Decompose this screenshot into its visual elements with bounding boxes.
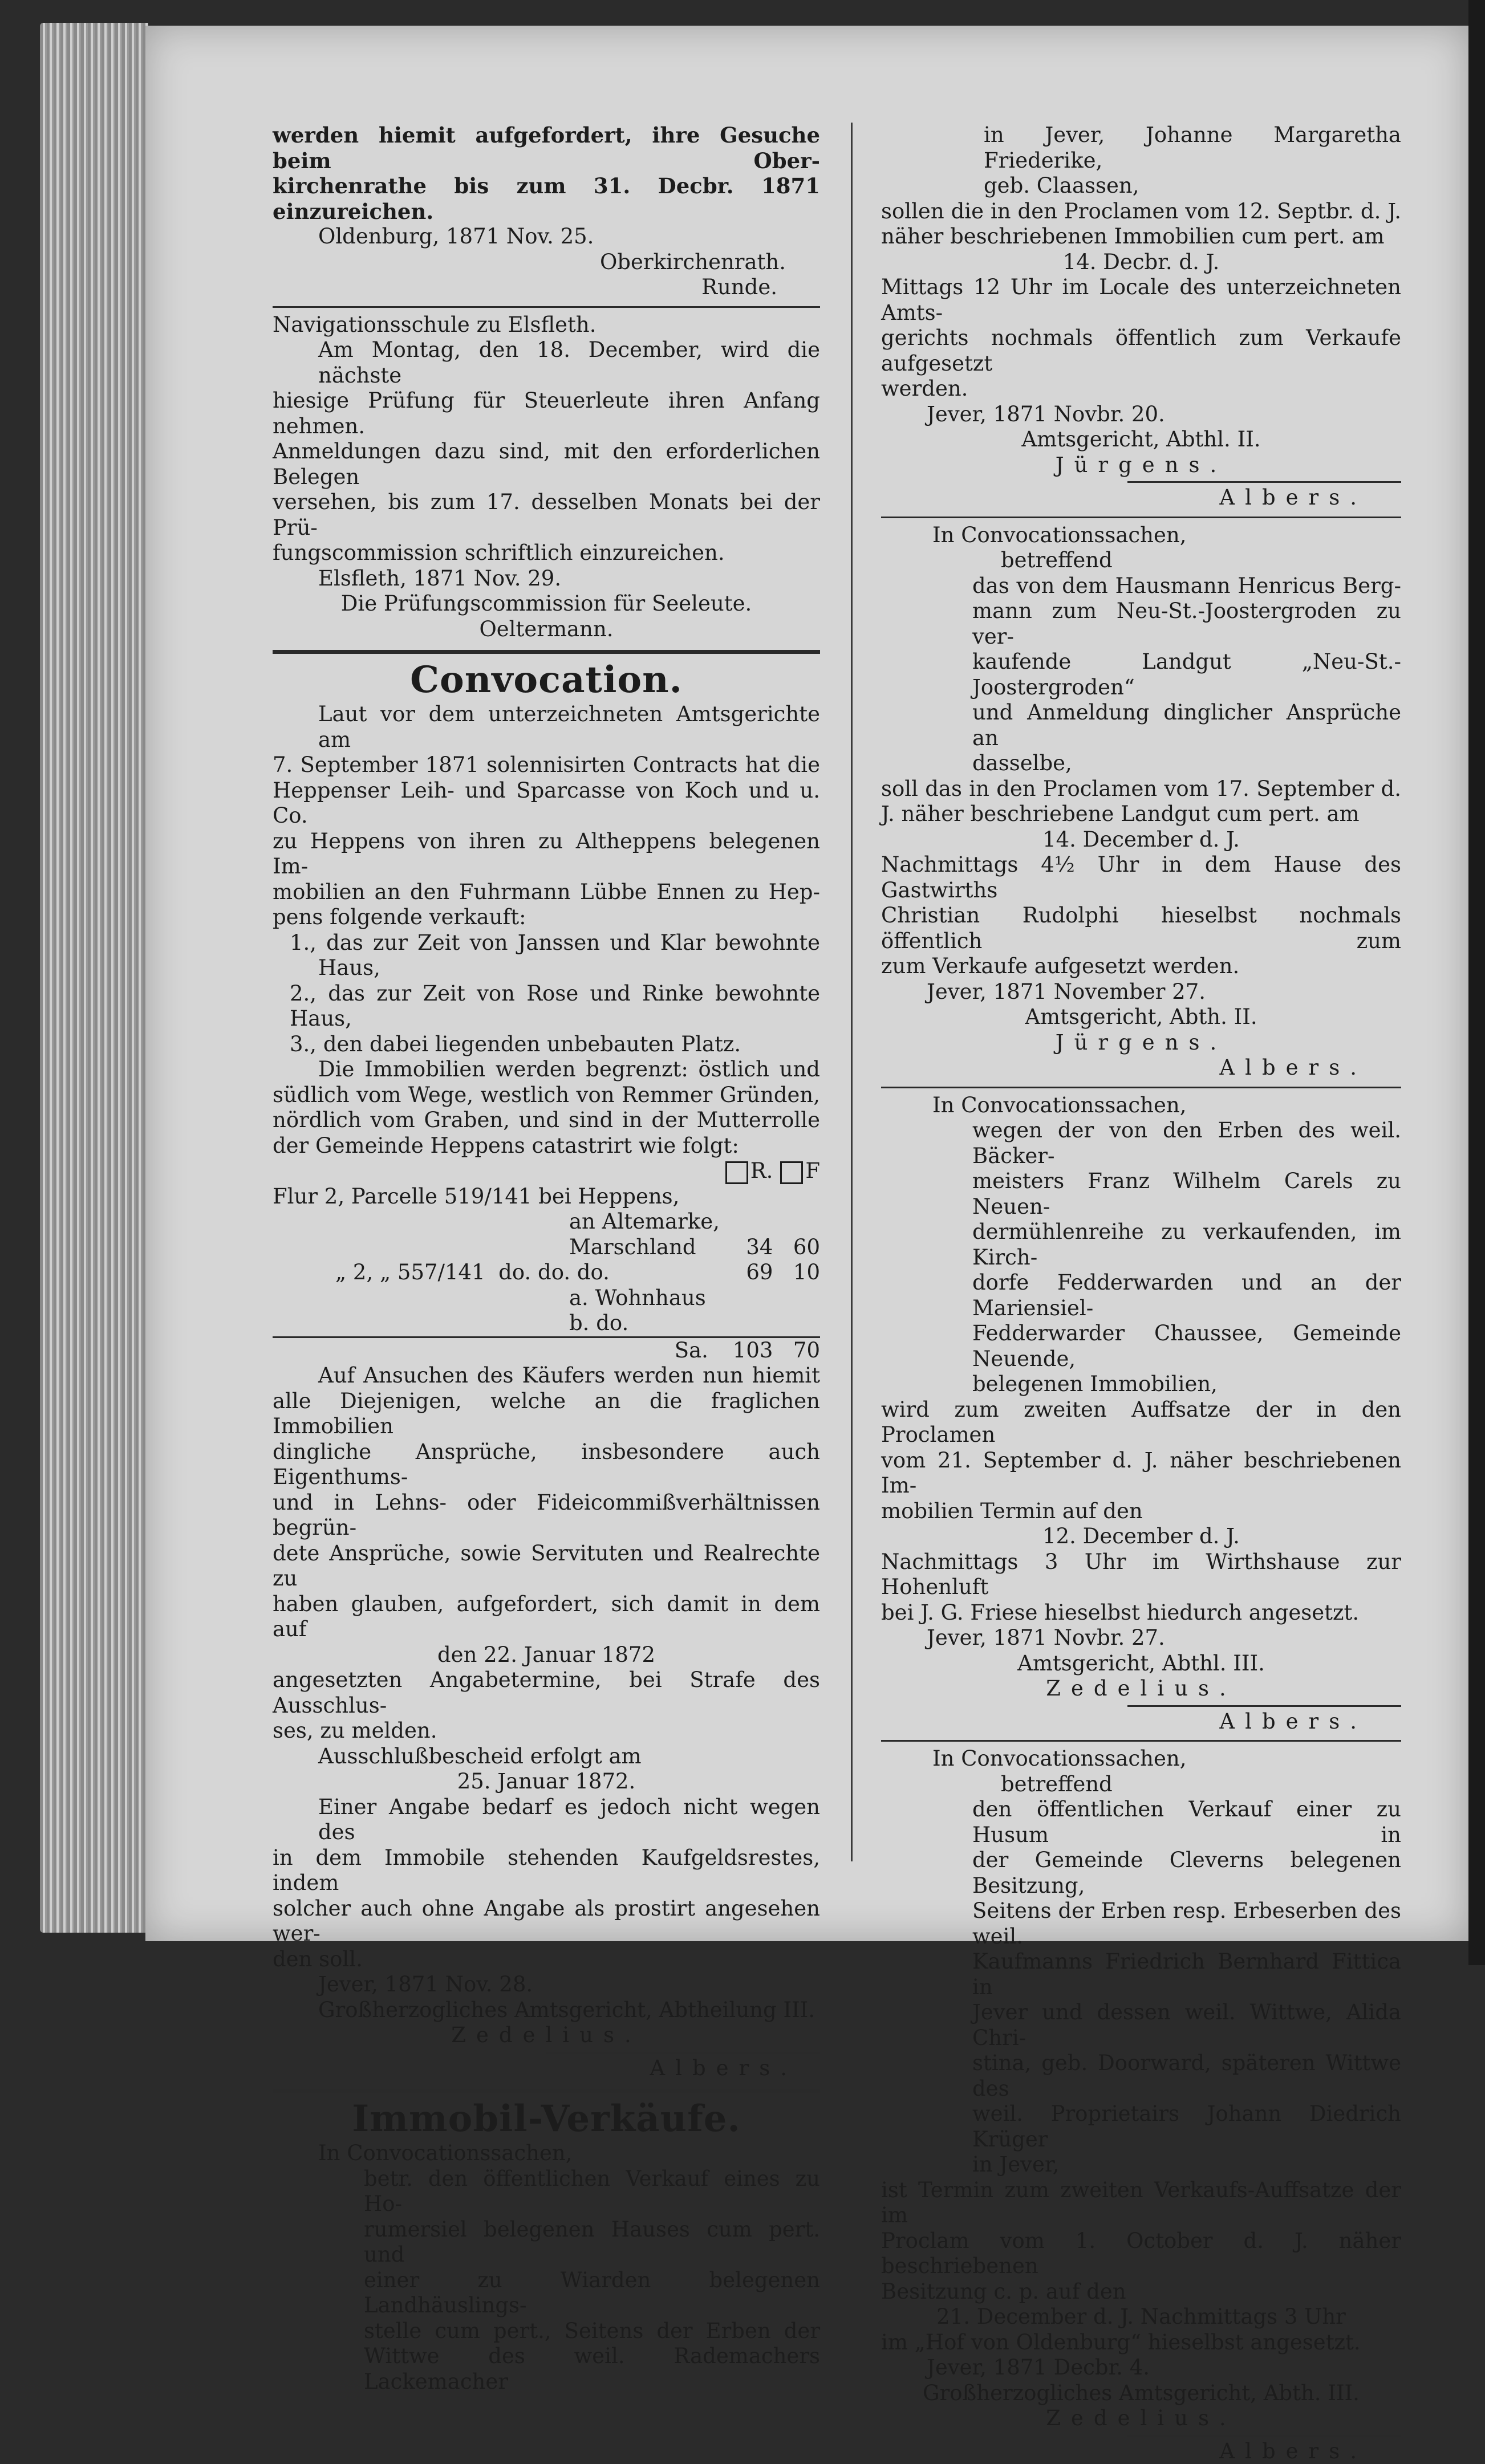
- signature: Jürgens.: [881, 1030, 1401, 1056]
- text-line: wegen der von den Erben des weil. Bäcker-: [881, 1118, 1401, 1169]
- table-cell: 10: [773, 1260, 820, 1286]
- text-line: rumersiel belegenen Hauses cum pert. und: [273, 2217, 820, 2268]
- list-item: 3., den dabei liegenden unbebauten Platz.: [273, 1032, 820, 1058]
- text-line: kirchenrathe bis zum 31. Decbr. 1871 einzureichen.: [273, 173, 820, 224]
- text-line: in dem Immobile stehenden Kaufgeldsrestes, indem: [273, 1845, 820, 1896]
- text-line: betr. den öffentlichen Verkauf eines zu Ho-: [273, 2166, 820, 2217]
- table-cell: an Altemarke,: [273, 1209, 720, 1235]
- table-header-f: F: [805, 1158, 820, 1183]
- text-line: solcher auch ohne Angabe als prostirt angesehen wer-: [273, 1896, 820, 1947]
- box-icon: [780, 1161, 803, 1184]
- clerk-signature: Albers.: [881, 1709, 1401, 1735]
- separator-rule: [881, 1740, 1401, 1742]
- table-sum: 70: [773, 1337, 820, 1363]
- table-cell: Flur 2, Parcelle 519/141 bei Heppens,: [273, 1184, 720, 1210]
- signature: Oeltermann.: [273, 617, 820, 643]
- text-line: Am Montag, den 18. December, wird die nächste: [273, 338, 820, 388]
- table-sum: 103: [720, 1337, 773, 1363]
- text-line: Ausschlußbescheid erfolgt am: [273, 1744, 820, 1770]
- text-line: Fedderwarder Chaussee, Gemeinde Neuende,: [881, 1321, 1401, 1372]
- text-line: Kaufmanns Friedrich Bernhard Fittica in: [881, 1949, 1401, 2000]
- table-cell: do. do. do.: [498, 1260, 610, 1284]
- text-line: J. näher beschriebene Landgut cum pert. am: [881, 802, 1401, 827]
- text-line: In Convocationssachen,: [881, 1093, 1401, 1119]
- text-line: bei J. G. Friese hieselbst hiedurch angesetzt.: [881, 1600, 1401, 1626]
- signature-rule: [546, 2052, 820, 2054]
- table-header-r: R.: [750, 1158, 773, 1183]
- text-line: Laut vor dem unterzeichneten Amtsgerichte am: [273, 702, 820, 753]
- text-line: im „Hof von Oldenburg“ hieselbst angesetzt.: [881, 2330, 1401, 2356]
- text-line: dete Ansprüche, sowie Servituten und Realrechte zu: [273, 1541, 820, 1592]
- text-line: Nachmittags 4½ Uhr in dem Hause des Gastwirths: [881, 852, 1401, 903]
- court-name: Großherzogliches Amtsgericht, Abtheilung III.: [273, 1998, 820, 2023]
- text-line: und Anmeldung dinglicher Ansprüche an: [881, 700, 1401, 751]
- text-line: Heppenser Leih- und Sparcasse von Koch und u. Co.: [273, 778, 820, 829]
- text-line: werden hiemit aufgefordert, ihre Gesuche beim Ober-: [273, 123, 820, 173]
- text-line: dermühlenreihe zu verkaufenden, im Kirch-: [881, 1219, 1401, 1270]
- text-line: soll das in den Proclamen vom 17. September d.: [881, 776, 1401, 802]
- court-name: Amtsgericht, Abthl. II.: [881, 427, 1401, 453]
- book-page-edges: [40, 23, 148, 1933]
- text-line: betreffend: [881, 548, 1401, 574]
- text-line: zu Heppens von ihren zu Altheppens belegenen Im-: [273, 829, 820, 880]
- text-line: mobilien an den Fuhrmann Lübbe Ennen zu Hep-: [273, 880, 820, 905]
- right-column: [881, 123, 1401, 2464]
- place-date: Jever, 1871 November 27.: [881, 979, 1401, 1005]
- text-line: südlich vom Wege, westlich von Remmer Gründen,: [273, 1083, 820, 1108]
- text-line: alle Diejenigen, welche an die fraglichen Immobilien: [273, 1389, 820, 1440]
- separator-rule: [881, 517, 1401, 518]
- text-line: In Convocationssachen,: [881, 523, 1401, 548]
- list-item: 2., das zur Zeit von Rose und Rinke bewohnte Haus,: [273, 981, 820, 1032]
- text-line: ist Termin zum zweiten Verkaufs-Auffsatze der im: [881, 2178, 1401, 2229]
- text-line: Besitzung c. p. auf den: [881, 2279, 1401, 2305]
- text-line: Christian Rudolphi hieselbst nochmals öffentlich zum: [881, 903, 1401, 954]
- text-line: wird zum zweiten Auffsatze der in den Proclamen: [881, 1397, 1401, 1448]
- table-cell: 34: [720, 1235, 773, 1261]
- text-line: näher beschriebenen Immobilien cum pert. am: [881, 224, 1401, 250]
- table-cell: 69: [720, 1260, 773, 1286]
- table-sum-label: Sa.: [273, 1337, 720, 1363]
- signature: Runde.: [273, 275, 820, 300]
- signature: Die Prüfungscommission für Seeleute.: [273, 591, 820, 617]
- text-line: Nachmittags 3 Uhr im Wirthshause zur Hohenluft: [881, 1550, 1401, 1600]
- date-line: 12. December d. J.: [881, 1524, 1401, 1550]
- text-line: versehen, bis zum 17. desselben Monats bei der Prü-: [273, 490, 820, 540]
- text-line: Seitens der Erben resp. Erbeserben des weil.: [881, 1898, 1401, 1949]
- text-line: fungscommission schriftlich einzureichen.: [273, 540, 820, 566]
- text-line: Die Immobilien werden begrenzt: östlich und: [273, 1057, 820, 1083]
- text-line: nördlich vom Graben, und sind in der Mutterrolle: [273, 1108, 820, 1133]
- text-line: Proclam vom 1. October d. J. näher beschriebenen: [881, 2229, 1401, 2279]
- separator-rule: [273, 2089, 820, 2093]
- text-line: haben glauben, aufgefordert, sich damit in dem auf: [273, 1592, 820, 1642]
- text-line: dasselbe,: [881, 751, 1401, 776]
- place-date: Oldenburg, 1871 Nov. 25.: [273, 224, 820, 250]
- text-line: in Jever, Johanne Margaretha Friederike,: [881, 123, 1401, 173]
- box-icon: [725, 1161, 748, 1184]
- list-item: 1., das zur Zeit von Janssen und Klar bewohnte: [273, 930, 820, 956]
- date-line: 14. Decbr. d. J.: [881, 250, 1401, 275]
- court-name: Amtsgericht, Abth. II.: [881, 1005, 1401, 1030]
- table-cell: Marschland: [273, 1235, 720, 1261]
- text-line: belegenen Immobilien,: [881, 1372, 1401, 1397]
- place-date: Jever, 1871 Novbr. 27.: [881, 1625, 1401, 1651]
- text-line: Anmeldungen dazu sind, mit den erforderlichen Belegen: [273, 439, 820, 490]
- text-line: gerichts nochmals öffentlich zum Verkaufe aufgesetzt: [881, 326, 1401, 376]
- signature-rule: [1127, 2435, 1401, 2437]
- text-line: mobilien Termin auf den: [881, 1499, 1401, 1524]
- table-cell: „ 2, „ 557/141: [335, 1260, 485, 1284]
- signature: Oberkirchenrath.: [273, 250, 820, 275]
- table-cell: b. do.: [273, 1311, 720, 1337]
- date-line: 25. Januar 1872.: [273, 1769, 820, 1795]
- text-line: Auf Ansuchen des Käufers werden nun hiemit: [273, 1363, 820, 1389]
- notice-title: Navigationsschule zu Elsfleth.: [273, 312, 820, 338]
- signature: Zedelius.: [273, 2023, 820, 2048]
- text-line: ses, zu melden.: [273, 1718, 820, 1744]
- signature-rule: [1127, 481, 1401, 483]
- text-line: einer zu Wiarden belegenen Landhäuslings-: [273, 2268, 820, 2319]
- text-line: 7. September 1871 solennisirten Contracts hat die: [273, 753, 820, 778]
- text-line: In Convocationssachen,: [273, 2141, 820, 2166]
- text-line: den soll.: [273, 1947, 820, 1973]
- text-line: sollen die in den Proclamen vom 12. Septbr. d. J.: [881, 199, 1401, 225]
- separator-rule: [881, 1087, 1401, 1088]
- text-line: dingliche Ansprüche, insbesondere auch Eigenthums-: [273, 1440, 820, 1490]
- text-line: das von dem Hausmann Henricus Berg-: [881, 574, 1401, 599]
- separator-rule: [273, 306, 820, 308]
- date-line: 21. December d. J. Nachmittags 3 Uhr: [881, 2304, 1401, 2330]
- clerk-signature: Albers.: [881, 2439, 1401, 2464]
- date-line: den 22. Januar 1872: [273, 1642, 820, 1668]
- place-date: Jever, 1871 Novbr. 20.: [881, 402, 1401, 428]
- signature: Jürgens.: [881, 453, 1401, 478]
- scan-border: [1468, 0, 1485, 1965]
- signature: Zedelius.: [881, 2406, 1401, 2432]
- text-line: weil. Proprietairs Johann Diedrich Krüger: [881, 2101, 1401, 2152]
- text-line: stina, geb. Doorward, späteren Wittwe des: [881, 2051, 1401, 2101]
- text-line: dorfe Fedderwarden und an der Mariensiel-: [881, 1270, 1401, 1321]
- section-heading-convocation: Convocation.: [273, 658, 820, 702]
- text-line: geb. Claassen,: [881, 173, 1401, 199]
- table-cell: 60: [773, 1235, 820, 1261]
- text-line: den öffentlichen Verkauf einer zu Husum in: [881, 1797, 1401, 1848]
- date-line: 14. December d. J.: [881, 827, 1401, 853]
- text-line: der Gemeinde Heppens catastrirt wie folgt:: [273, 1133, 820, 1159]
- text-line: pens folgende verkauft:: [273, 905, 820, 930]
- text-line: Mittags 12 Uhr im Locale des unterzeichneten Amts-: [881, 275, 1401, 326]
- clerk-signature: Albers.: [881, 485, 1401, 511]
- signature: Zedelius.: [881, 1676, 1401, 1702]
- left-column: [273, 123, 820, 2394]
- section-heading-immobil: Immobil-Verkäufe.: [273, 2097, 820, 2141]
- text-line: zum Verkaufe aufgesetzt werden.: [881, 954, 1401, 979]
- court-name: Amtsgericht, Abthl. III.: [881, 1651, 1401, 1677]
- list-item: Haus,: [273, 955, 820, 981]
- separator-rule: [273, 650, 820, 654]
- text-line: betreffend: [881, 1772, 1401, 1798]
- place-date: Elsfleth, 1871 Nov. 29.: [273, 566, 820, 592]
- column-divider: [851, 123, 853, 1861]
- text-line: der Gemeinde Cleverns belegenen Besitzung,: [881, 1848, 1401, 1898]
- text-line: Wittwe des weil. Rademachers Lackemacher: [273, 2344, 820, 2394]
- place-date: Jever, 1871 Decbr. 4.: [881, 2355, 1401, 2381]
- text-line: meisters Franz Wilhelm Carels zu Neuen-: [881, 1169, 1401, 1219]
- place-date: Jever, 1871 Nov. 28.: [273, 1972, 820, 1998]
- text-line: In Convocationssachen,: [881, 1746, 1401, 1772]
- court-name: Großherzogliches Amtsgericht, Abth. III.: [881, 2381, 1401, 2406]
- text-line: angesetzten Angabetermine, bei Strafe des Ausschlus-: [273, 1668, 820, 1718]
- table-cell: a. Wohnhaus: [273, 1286, 720, 1311]
- text-line: Jever und dessen weil. Wittwe, Alida Chri-: [881, 2000, 1401, 2051]
- text-line: vom 21. September d. J. näher beschriebenen Im-: [881, 1448, 1401, 1499]
- text-line: und in Lehns- oder Fideicommißverhältnissen begrün-: [273, 1490, 820, 1541]
- text-line: kaufende Landgut „Neu-St.-Joostergroden“: [881, 649, 1401, 700]
- text-line: stelle cum pert., Seitens der Erben der: [273, 2319, 820, 2344]
- text-line: in Jever,: [881, 2152, 1401, 2178]
- text-line: hiesige Prüfung für Steuerleute ihren Anfang nehmen.: [273, 388, 820, 439]
- clerk-signature: Albers.: [881, 1055, 1401, 1081]
- signature-rule: [1127, 1705, 1401, 1707]
- table-cell: [273, 1260, 720, 1286]
- clerk-signature: Albers.: [273, 2056, 820, 2081]
- text-line: werden.: [881, 376, 1401, 402]
- cadastre-table: [273, 1158, 820, 1363]
- text-line: mann zum Neu-St.-Joostergroden zu ver-: [881, 599, 1401, 649]
- text-line: Einer Angabe bedarf es jedoch nicht wegen des: [273, 1795, 820, 1845]
